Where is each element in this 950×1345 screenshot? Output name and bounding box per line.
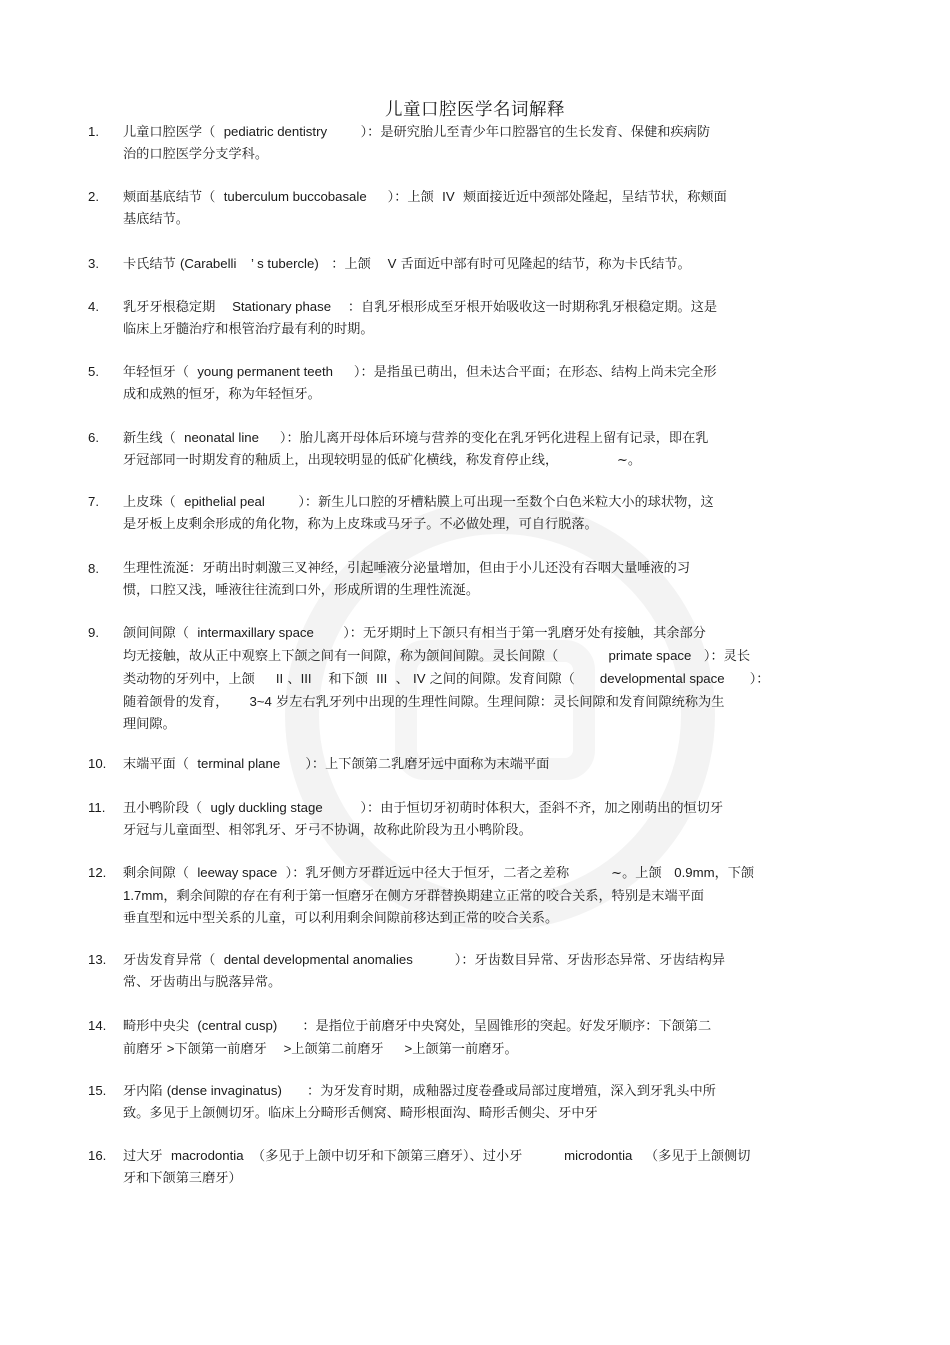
entry-text-segment: ）：无牙期时上下颌只有相当于第一乳磨牙处有接触，其余部分 均无接触，故从正中观察上下颌之间有一间隙，称为颌间间隙。灵长间隙（ <box>123 626 706 664</box>
entry-text-segment: ）： 随着颌骨的发育， <box>123 672 770 710</box>
entry-text-segment: 牙齿发育异常（ <box>123 953 224 968</box>
english-term: leeway space <box>197 865 278 880</box>
entry-text-segment: 上颌第一前磨牙。 <box>412 1042 518 1057</box>
entry-text <box>123 622 848 736</box>
entry-text-segment: ）：是指虽已萌出，但未达合平面；在形态、结构上尚未完全形 成和成熟的恒牙，称为年轻恒牙。 <box>123 365 717 402</box>
entry-text-segment: 过大牙 <box>123 1149 171 1164</box>
entry-text-segment: ）：上颌 <box>366 190 443 205</box>
english-term: pediatric dentistry <box>223 124 328 139</box>
entry-text-segment: 岁左右乳牙列中出现的生理性间隙。生理间隙：灵长间隙和发育间隙统称为生 理间隙。 <box>123 695 725 732</box>
entry-text-segment: ：自乳牙根形成至牙根开始吸收这一时期称乳牙根稳定期。这是 临床上牙髓治疗和根管治疗最有利的时期。 <box>123 300 718 337</box>
english-term: V <box>387 256 397 271</box>
entry-text-segment: 之间的间隙。发育间隙（ <box>425 672 600 687</box>
entry-number: 9. <box>88 625 99 640</box>
english-term: macrodontia <box>170 1148 244 1163</box>
english-term: intermaxillary space <box>197 625 314 640</box>
entry-text <box>123 491 848 536</box>
entry-text <box>123 427 848 472</box>
entry-number: 12. <box>88 865 107 880</box>
entry-number: 11. <box>88 800 106 815</box>
entry-text-segment: 上颌第二前磨牙 <box>291 1042 405 1057</box>
entry-text-segment: ）：胎儿离开母体后环境与营养的变化在乳牙钙化进程上留有记录，即在乳 牙冠部同一时期发育的釉质上，出现较明显的低矿化横线，称发育停止线， ~。 <box>123 431 709 468</box>
english-term: terminal plane <box>197 756 281 771</box>
entry-text <box>123 1145 848 1190</box>
term-entry <box>88 797 848 842</box>
entry-text-segment: 卡氏结节 <box>123 257 180 272</box>
entry-text <box>123 797 848 842</box>
entry-text-segment: 、 <box>283 672 301 687</box>
english-term: > <box>404 1041 413 1056</box>
entry-text-segment: 和下颌 <box>311 672 377 687</box>
entry-text-segment: 剩余间隙（ <box>123 866 198 881</box>
english-term: (central cusp) <box>197 1018 278 1033</box>
english-term: IV <box>442 189 455 204</box>
english-term: dental developmental anomalies <box>223 952 413 967</box>
entry-number: 1. <box>88 124 99 139</box>
entry-text <box>123 753 848 776</box>
entry-text-segment: ）：乳牙侧方牙群近远中径大于恒牙，二者之差称 ~。上颌 <box>277 866 675 881</box>
entry-text-segment: 颌间间隙（ <box>123 626 198 641</box>
english-term: primate space <box>608 648 692 663</box>
entry-text <box>123 862 848 930</box>
entry-number: 3. <box>88 256 99 271</box>
entry-text-segment: 下颌第一前磨牙 <box>174 1042 284 1057</box>
entry-text <box>123 361 848 406</box>
entry-number: 10. <box>88 756 107 771</box>
english-term: Stationary phase <box>232 299 332 314</box>
term-entry <box>88 753 848 776</box>
entry-text-segment: ：上颌 <box>318 257 388 272</box>
entry-text <box>123 1015 848 1061</box>
entry-text <box>123 558 848 602</box>
entry-number: 7. <box>88 494 99 509</box>
term-entry <box>88 427 848 472</box>
entry-number: 4. <box>88 299 99 314</box>
entry-text-segment: 颊面接近近中颈部处隆起，呈结节状，称颊面 基底结节。 <box>123 190 727 227</box>
entry-text <box>123 1080 848 1125</box>
entry-text-segment: （多见于上颌中切牙和下颌第三磨牙）、过小牙 <box>243 1149 565 1164</box>
term-entry <box>88 361 848 406</box>
english-term: epithelial peal <box>184 494 265 509</box>
term-entry <box>88 296 848 341</box>
entry-text-segment: ：是指位于前磨牙中央窝处，呈圆锥形的突起。好发牙顺序：下颌第二 前磨牙 <box>123 1019 712 1057</box>
term-entry <box>88 186 848 231</box>
entry-text <box>123 253 848 276</box>
english-term: developmental space <box>599 671 725 686</box>
page-title: 儿童口腔医学名词解释 <box>385 100 565 120</box>
entry-text-segment: ）：由于恒切牙初萌时体积大，歪斜不齐，加之刚萌出的恒切牙 牙冠与儿童面型、相邻乳牙、牙弓不协调，故称此阶段为丑小鸭阶段。 <box>123 801 724 838</box>
entry-number: 8. <box>88 561 99 576</box>
entry-text-segment: 生理性流涎：牙萌出时刺激三叉神经，引起唾液分泌量增加，但由于小儿还没有吞咽大量唾液的习 惯，口腔又浅，唾液往往流到口外，形成所谓的生理性流涎。 <box>123 561 691 598</box>
entry-text <box>123 949 848 994</box>
entry-number: 14. <box>88 1018 107 1033</box>
english-term: IV <box>413 671 426 686</box>
english-term: (dense invaginatus) <box>166 1083 282 1098</box>
english-term: > <box>283 1041 292 1056</box>
entry-text-segment: ，剩余间隙的存在有利于第一恒磨牙在侧方牙群替换期建立正常的咬合关系，特别是末端平面 垂直型和远中型关系的儿童，可以利用剩余间隙前移达到正常的咬合关系。 <box>123 889 704 926</box>
english-term: > <box>166 1041 175 1056</box>
english-term: 0.9mm <box>674 865 715 880</box>
english-term: 1.7mm <box>123 888 164 903</box>
entry-text-segment: ，下颌 <box>714 866 755 881</box>
entry-text-segment: 年轻恒牙（ <box>123 365 198 380</box>
entry-text-segment: ：为牙发育时期，成釉器过度卷叠或局部过度增殖，深入到牙乳头中所 致。多见于上颌侧切牙。临床上分畸形舌侧窝、畸形根面沟、畸形舌侧尖、牙中牙 <box>123 1084 716 1121</box>
term-entry <box>88 121 848 166</box>
entry-text-segment: ）：牙齿数目异常、牙齿形态异常、牙齿结构异 常、牙齿萌出与脱落异常。 <box>123 953 726 990</box>
english-term: ugly duckling stage <box>210 800 323 815</box>
entry-text-segment: 儿童口腔医学（ <box>123 125 224 140</box>
english-term: II <box>275 671 284 686</box>
entry-text-segment: 牙内陷 <box>123 1084 167 1099</box>
term-entry <box>88 1080 848 1125</box>
entry-text-segment: ）：新生儿口腔的牙槽粘膜上可出现一至数个白色米粒大小的球状物，这 是牙板上皮剩余形成的角化物，称为上皮珠或马牙子。不必做处理，可自行脱落。 <box>123 495 714 532</box>
entry-number: 6. <box>88 430 99 445</box>
english-term: neonatal line <box>184 430 259 445</box>
entry-number: 16. <box>88 1148 107 1163</box>
entry-number: 15. <box>88 1083 107 1098</box>
entry-text-segment: （多见于上颌侧切 牙和下颌第三磨牙） <box>123 1149 751 1186</box>
entry-text-segment: 末端平面（ <box>123 757 198 772</box>
term-entry <box>88 862 848 930</box>
entry-text-segment: 、 <box>387 672 414 687</box>
entry-number: 13. <box>88 952 107 967</box>
entry-number: 2. <box>88 189 99 204</box>
term-entry <box>88 1015 848 1061</box>
entry-text-segment: ）：灵长 类动物的牙列中，上颌 <box>123 649 751 687</box>
english-term: 3~4 <box>249 694 272 709</box>
english-term: tuberculum buccobasale <box>223 189 367 204</box>
entry-text-segment: ）：是研究胎儿至青少年口腔器官的生长发育、保健和疾病防 治的口腔医学分支学科。 <box>123 125 711 162</box>
english-term: III <box>376 671 388 686</box>
english-term: (Carabelli ’ s tubercle) <box>179 256 319 271</box>
term-entry <box>88 558 848 602</box>
english-term: microdontia <box>564 1148 633 1163</box>
term-entry <box>88 1145 848 1190</box>
english-term: III <box>300 671 312 686</box>
term-entry <box>88 949 848 994</box>
entry-text-segment: 颊面基底结节（ <box>123 190 224 205</box>
term-entry <box>88 491 848 536</box>
entry-number: 5. <box>88 364 99 379</box>
term-entry <box>88 253 848 276</box>
entry-text-segment: 上皮珠（ <box>123 495 185 510</box>
entry-text-segment: 畸形中央尖 <box>123 1019 198 1034</box>
english-term: young permanent teeth <box>197 364 333 379</box>
entry-text-segment: 新生线（ <box>123 431 185 446</box>
entry-text <box>123 121 848 166</box>
entry-text-segment: 乳牙牙根稳定期 <box>123 300 233 315</box>
entry-text <box>123 186 848 231</box>
entry-text <box>123 296 848 341</box>
term-entry <box>88 622 848 736</box>
entry-text-segment: ）：上下颌第二乳磨牙远中面称为末端平面 <box>280 757 550 772</box>
entry-text-segment: 丑小鸭阶段（ <box>123 801 211 816</box>
entry-text-segment: 舌面近中部有时可见隆起的结节，称为卡氏结节。 <box>396 257 691 272</box>
